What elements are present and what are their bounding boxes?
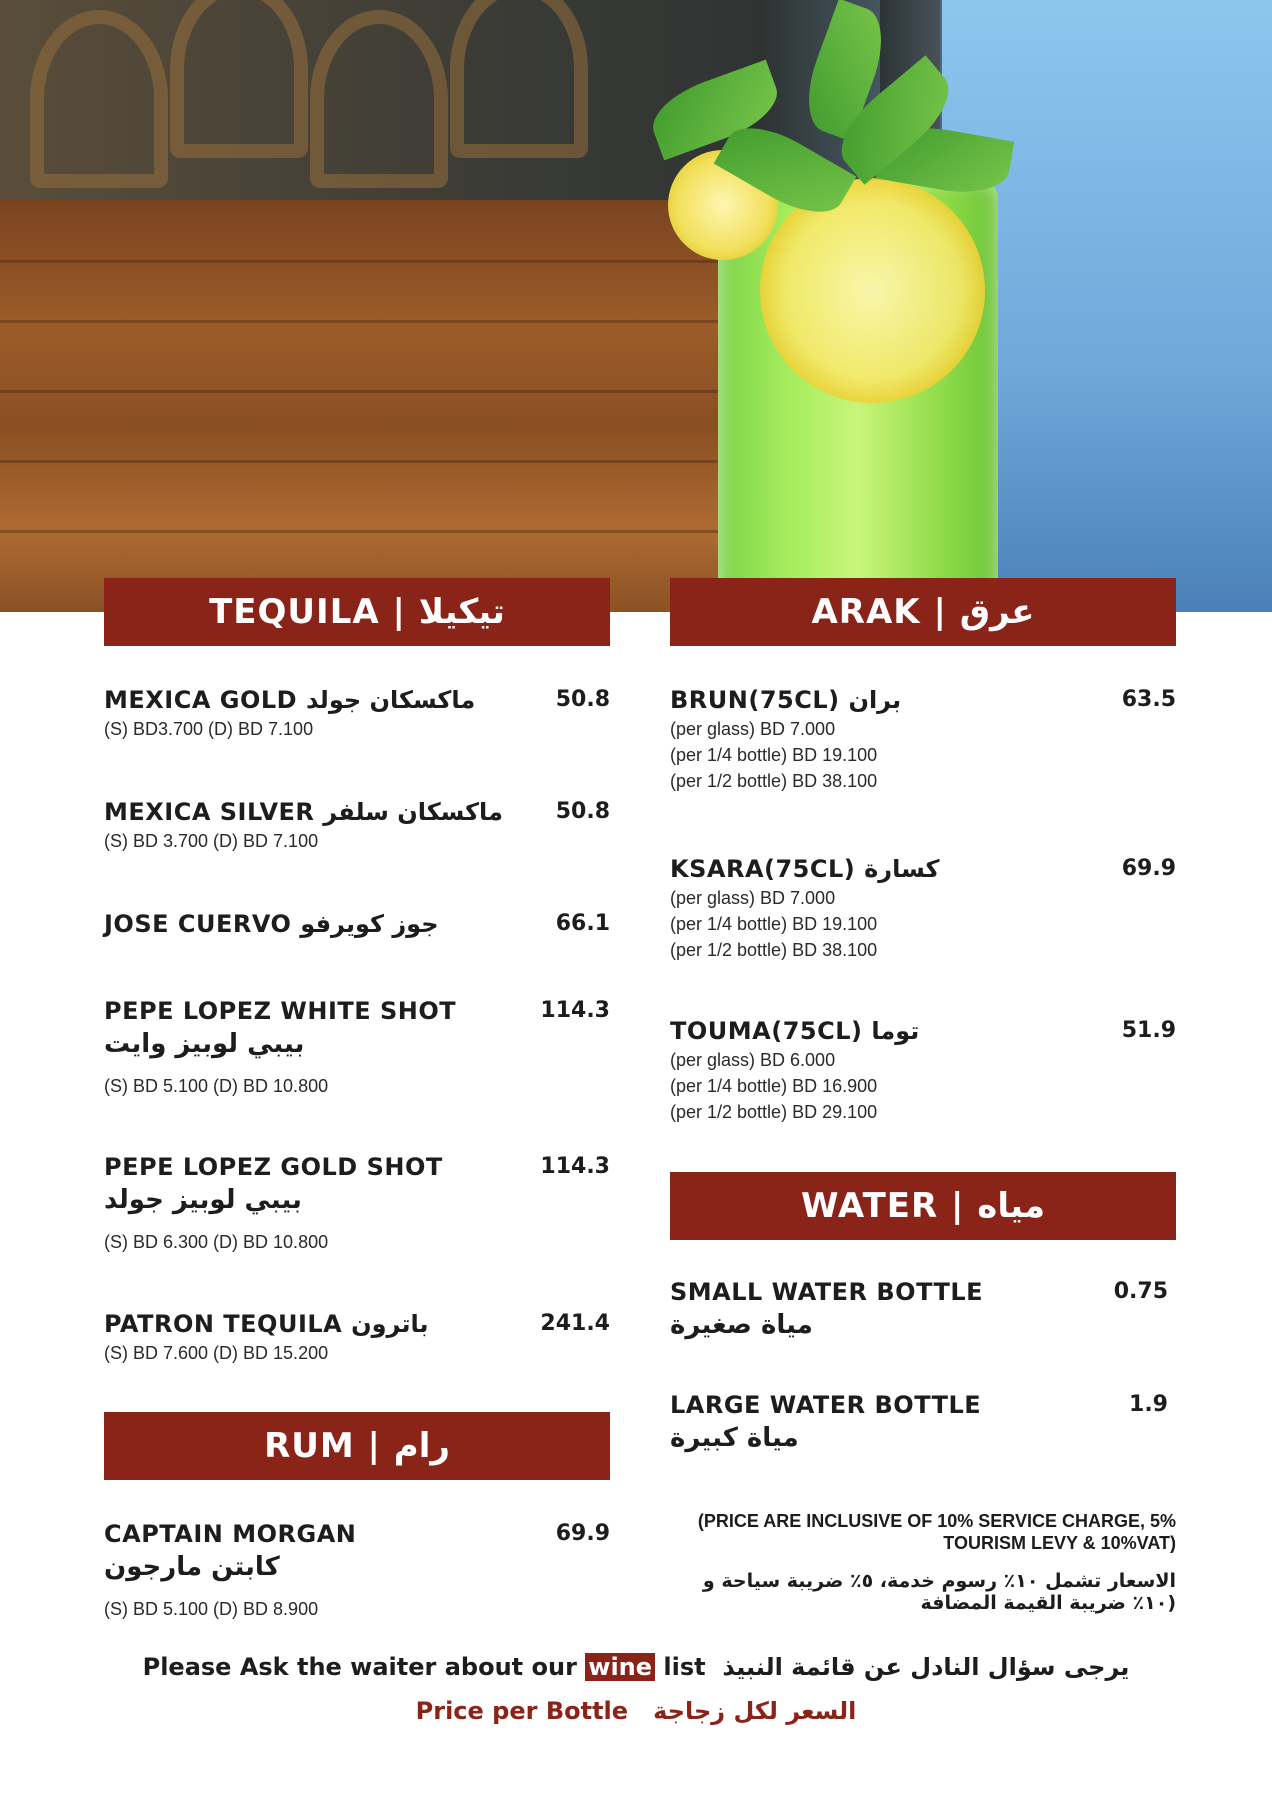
item-price: 63.5 xyxy=(1121,687,1176,712)
item-price: 66.1 xyxy=(555,911,610,936)
hero-lattice-pattern xyxy=(310,10,448,188)
hero-lattice-pattern xyxy=(170,0,308,158)
menu-item-large-water xyxy=(670,1389,1168,1455)
wine-highlight: wine xyxy=(585,1653,655,1681)
item-name: BRUN(75CL) بران xyxy=(670,686,902,714)
wine-list-notice xyxy=(0,1650,1272,1684)
item-detail: (S) BD3.700 (D) BD 7.100 xyxy=(104,719,314,739)
hero-lattice-pattern xyxy=(450,0,588,158)
item-price: 114.3 xyxy=(540,1154,610,1179)
wine-notice-prefix: Please Ask the waiter about our xyxy=(142,1653,577,1681)
rum-header-title: RUM | رام xyxy=(264,1426,450,1466)
hero-lattice-pattern xyxy=(30,10,168,188)
item-detail: (per glass) BD 7.000 xyxy=(670,719,836,739)
item-price: 0.75 xyxy=(1113,1279,1168,1304)
item-detail: (S) BD 5.100 (D) BD 8.900 xyxy=(104,1599,319,1619)
water-section-header xyxy=(670,1172,1176,1240)
arak-section-header xyxy=(670,578,1176,646)
item-detail: (S) BD 3.700 (D) BD 7.100 xyxy=(104,831,319,851)
item-detail: (S) BD 7.600 (D) BD 15.200 xyxy=(104,1343,329,1363)
menu-item-pepe-lopez-gold xyxy=(104,1151,610,1255)
menu-item-captain-morgan xyxy=(104,1518,610,1622)
item-detail: (per 1/2 bottle) BD 38.100 xyxy=(670,940,878,960)
price-per-bottle xyxy=(0,1694,1272,1728)
arak-header-title: ARAK | عرق xyxy=(811,592,1035,632)
tequila-header-title: TEQUILA | تيكيلا xyxy=(209,592,505,632)
item-name: LARGE WATER BOTTLE xyxy=(670,1391,982,1419)
item-price: 1.9 xyxy=(1129,1392,1168,1417)
item-detail: (per 1/4 bottle) BD 16.900 xyxy=(670,1076,878,1096)
item-name: KSARA(75CL) كسارة xyxy=(670,855,940,883)
item-name-arabic: بيبي لوبيز جولد xyxy=(104,1185,302,1215)
hero-cocktail-photo xyxy=(0,0,1272,612)
item-name: CAPTAIN MORGAN xyxy=(104,1520,357,1548)
wine-notice-arabic: يرجى سؤال النادل عن قائمة النبيذ xyxy=(722,1653,1130,1681)
tequila-section-header xyxy=(104,578,610,646)
menu-item-mexica-silver xyxy=(104,796,610,854)
item-price: 241.4 xyxy=(540,1311,610,1336)
item-name: SMALL WATER BOTTLE xyxy=(670,1278,984,1306)
item-name-arabic: مياة صغيرة xyxy=(670,1310,813,1340)
price-note-arabic xyxy=(660,1570,1176,1614)
price-per-bottle-english: Price per Bottle xyxy=(415,1697,629,1725)
item-name: MEXICA SILVER ماكسكان سلفر xyxy=(104,798,503,826)
price-note-line: الاسعار تشمل ١٠٪ رسوم خدمة، ٥٪ ضريبة سياحة و xyxy=(702,1570,1176,1592)
hero-lemon-slice xyxy=(760,178,985,403)
menu-item-small-water xyxy=(670,1276,1168,1342)
item-detail: (per glass) BD 6.000 xyxy=(670,1050,836,1070)
item-name: PEPE LOPEZ GOLD SHOT xyxy=(104,1153,443,1181)
item-detail: (S) BD 5.100 (D) BD 10.800 xyxy=(104,1076,329,1096)
menu-item-mexica-gold xyxy=(104,684,610,742)
item-price: 50.8 xyxy=(555,799,610,824)
item-price: 114.3 xyxy=(540,998,610,1023)
item-name-arabic: بيبي لوبيز وايت xyxy=(104,1029,305,1059)
item-price: 50.8 xyxy=(555,687,610,712)
menu-item-ksara xyxy=(670,853,1176,963)
menu-item-patron-tequila xyxy=(104,1308,610,1366)
item-price: 51.9 xyxy=(1121,1018,1176,1043)
price-per-bottle-arabic: السعر لكل زجاجة xyxy=(653,1697,857,1725)
item-name: MEXICA GOLD ماكسكان جولد xyxy=(104,686,476,714)
item-name: TOUMA(75CL) توما xyxy=(670,1017,920,1045)
item-detail: (per 1/4 bottle) BD 19.100 xyxy=(670,745,878,765)
item-name: PATRON TEQUILA باترون xyxy=(104,1310,429,1338)
item-name: JOSE CUERVO جوز كويرفو xyxy=(104,910,439,938)
menu-item-touma xyxy=(670,1015,1176,1125)
price-note-english xyxy=(666,1510,1176,1554)
item-name-arabic: كابتن مارجون xyxy=(104,1552,280,1582)
price-note-line: (PRICE ARE INCLUSIVE OF 10% SERVICE CHARGE, 5% xyxy=(697,1511,1176,1531)
item-name-arabic: مياة كبيرة xyxy=(670,1423,799,1453)
item-price: 69.9 xyxy=(1121,856,1176,881)
price-note-line: TOURISM LEVY & 10%VAT) xyxy=(943,1533,1176,1553)
item-name: PEPE LOPEZ WHITE SHOT xyxy=(104,997,457,1025)
water-header-title: WATER | مياه xyxy=(800,1186,1046,1226)
item-detail: (S) BD 6.300 (D) BD 10.800 xyxy=(104,1232,329,1252)
item-detail: (per glass) BD 7.000 xyxy=(670,888,836,908)
menu-item-pepe-lopez-white xyxy=(104,995,610,1099)
rum-section-header xyxy=(104,1412,610,1480)
item-detail: (per 1/2 bottle) BD 38.100 xyxy=(670,771,878,791)
price-note-line: (١٠٪ ضريبة القيمة المضافة xyxy=(920,1592,1176,1614)
item-price: 69.9 xyxy=(555,1521,610,1546)
item-detail: (per 1/2 bottle) BD 29.100 xyxy=(670,1102,878,1122)
menu-item-jose-cuervo xyxy=(104,908,610,940)
item-detail: (per 1/4 bottle) BD 19.100 xyxy=(670,914,878,934)
wine-notice-suffix: list xyxy=(663,1653,706,1681)
menu-item-brun xyxy=(670,684,1176,794)
